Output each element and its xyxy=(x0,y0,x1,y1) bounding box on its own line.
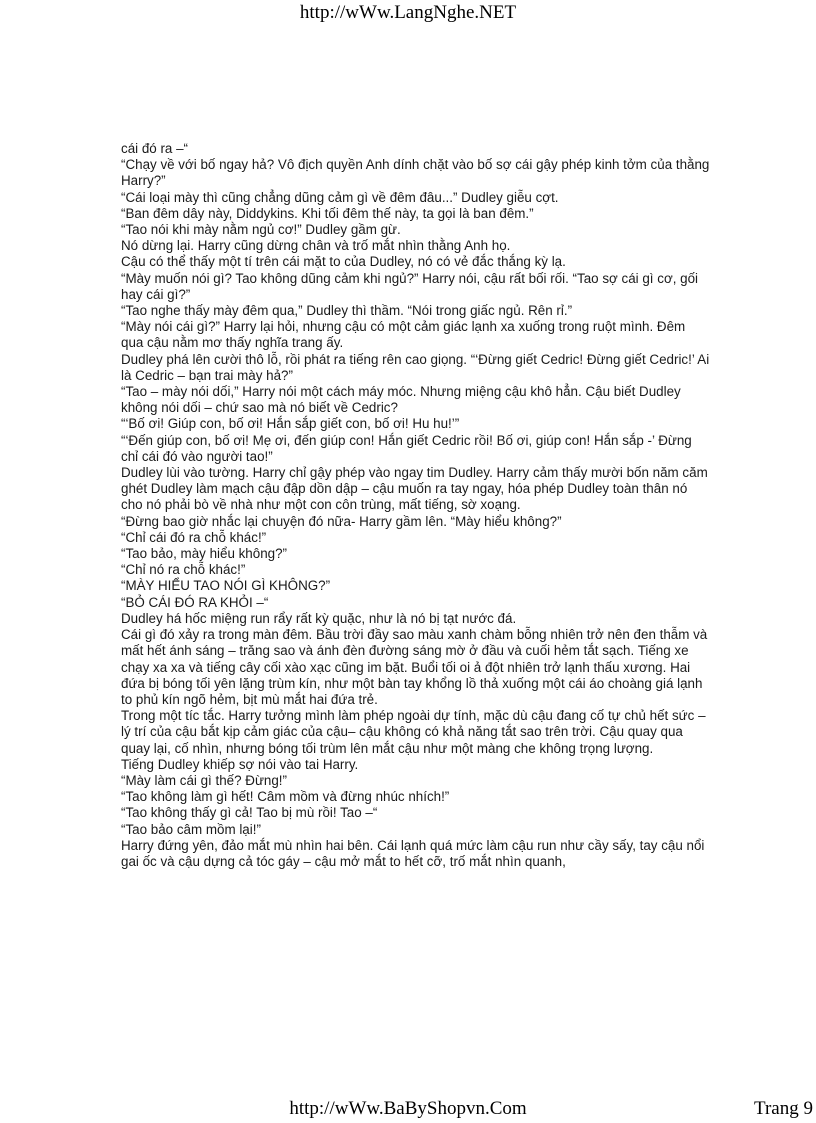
paragraph: Tiếng Dudley khiếp sợ nói vào tai Harry. xyxy=(121,756,359,772)
document-body xyxy=(121,141,711,870)
footer-url: http://wWw.BaByShopvn.Com xyxy=(289,1098,527,1119)
paragraph: “MÀY HIỂU TAO NÓI GÌ KHÔNG?” xyxy=(121,578,331,594)
paragraph: “Mày nói cái gì?” Harry lại hỏi, nhưng cậu có một cảm giác lạnh xa xuống trong ruột mình. Đêm qua cậu nằm mơ thấy nghĩa trang ấy. xyxy=(121,319,686,351)
paragraph: Harry đứng yên, đảo mắt mù nhìn hai bên. Cái lạnh quá mức làm cậu run như cầy sấy, tay cậu nổi gai ốc và cậu dựng cả tóc gáy – cậu mở mắt to hết cỡ, trố mắt nhìn quanh, xyxy=(121,837,705,869)
paragraph: “Tao bảo, mày hiểu không?” xyxy=(121,546,287,562)
paragraph: “Mày làm cái gì thế? Đừng!” xyxy=(121,772,287,788)
paragraph: “Tao bảo câm mồm lại!” xyxy=(121,821,261,837)
paragraph: Trong một tíc tắc. Harry tưởng mình làm phép ngoài dự tính, mặc dù cậu đang cố tự chủ hết sức – lý trí của cậu bắt kịp cảm giác của cậu– cậu không có khả năng tắt sao trên trời. Cậu quay qua quay lại, cố nhìn, nhưng bóng tối trùm lên mắt cậu như một màng che không trọng lượng. xyxy=(121,708,706,756)
paragraph: “Mày muốn nói gì? Tao không dũng cảm khi ngủ?” Harry nói, cậu rất bối rối. “Tao sợ cái gì cơ, gối hay cái gì?” xyxy=(121,270,699,302)
paragraph: “Tao không thấy gì cả! Tao bị mù rồi! Tao –“ xyxy=(121,805,378,821)
paragraph: Cậu có thể thấy một tí trên cái mặt to của Dudley, nó có vẻ đắc thắng kỳ lạ. xyxy=(121,254,566,270)
paragraph: “BỎ CÁI ĐÓ RA KHỎI –“ xyxy=(121,594,269,610)
paragraph: Dudley lùi vào tường. Harry chỉ gậy phép vào ngay tim Dudley. Harry cảm thấy mười bốn năm căm ghét Dudley làm mạch cậu đập dồn dập – cậu muốn ra tay ngay, hóa phép Dudley toàn thân nó cho nó phải bò về nhà như một con côn trùng, mất tiếng, sờ xoạng. xyxy=(121,465,708,513)
paragraph: “Chỉ cái đó ra chỗ khác!” xyxy=(121,529,267,545)
header-url: http://wWw.LangNghe.NET xyxy=(299,2,517,23)
paragraph: “Tao – mày nói dối,” Harry nói một cách máy móc. Nhưng miệng cậu khô hẳn. Cậu biết Dudley không nói dối – chứ sao mà nó biết về Cedric? xyxy=(121,384,681,416)
paragraph: “‘Bố ơi! Giúp con, bố ơi! Hắn sắp giết con, bố ơi! Hu hu!’” xyxy=(121,416,460,432)
paragraph: Dudley há hốc miệng run rẩy rất kỳ quặc, như là nó bị tạt nước đá. xyxy=(121,610,517,626)
paragraph: “Tao không làm gì hết! Câm mồm và đừng nhúc nhích!” xyxy=(121,789,450,805)
paragraph: “Tao nghe thấy mày đêm qua,” Dudley thì thầm. “Nói trong giấc ngủ. Rên rỉ.” xyxy=(121,303,573,319)
paragraph: “Chỉ nó ra chỗ khác!” xyxy=(121,562,246,578)
paragraph: “‘Đến giúp con, bố ơi! Mẹ ơi, đến giúp con! Hắn giết Cedric rồi! Bố ơi, giúp con! Hắn sắp -’ Đừng chỉ cái đó vào người tao!” xyxy=(121,432,692,464)
paragraph: Nó dừng lại. Harry cũng dừng chân và trố mắt nhìn thằng Anh họ. xyxy=(121,238,511,254)
paragraph: “Cái loại mày thì cũng chẳng dũng cảm gì về đêm đâu...” Dudley giễu cợt. xyxy=(121,189,559,205)
paragraph: “Ban đêm dây này, Diddykins. Khi tối đêm thế này, ta gọi là ban đêm.” xyxy=(121,205,534,221)
paragraph: “Đừng bao giờ nhắc lại chuyện đó nữa- Harry gầm lên. “Mày hiểu không?” xyxy=(121,513,562,529)
paragraph: “Chạy về với bố ngay hả? Vô địch quyền Anh dính chặt vào bố sợ cái gậy phép kinh tởm của thằng Harry?” xyxy=(121,157,710,189)
paragraph: “Tao nói khi mày nằm ngủ cơ!” Dudley gầm gừ. xyxy=(121,222,401,238)
paragraph: Dudley phá lên cười thô lỗ, rồi phát ra tiếng rên cao giọng. “‘Đừng giết Cedric! Đừng giết Cedric!’ Ai là Cedric – bạn trai mày hả?” xyxy=(121,351,710,383)
paragraph: Cái gì đó xảy ra trong màn đêm. Bầu trời đầy sao màu xanh chàm bỗng nhiên trở nên đen thẫm và mất hết ánh sáng – trăng sao và ánh đèn đường sáng mờ ở đầu và cuối hẻm tắt sạch. Tiếng xe chạy xa xa và tiếng cây cối xào xạc cũng im bặt. Buổi tối oi ả đột nhiên trở lạnh thấu xương. Hai đứa bị bóng tối yên lặng trùm kín, như một bàn tay khổng lồ thả xuống một cái áo choàng giá lạnh to phủ kín ngõ hẻm, bịt mù mắt hai đứa trẻ. xyxy=(121,627,708,707)
page-number: Trang 9 xyxy=(754,1098,813,1119)
paragraph: cái đó ra –“ xyxy=(121,141,188,156)
